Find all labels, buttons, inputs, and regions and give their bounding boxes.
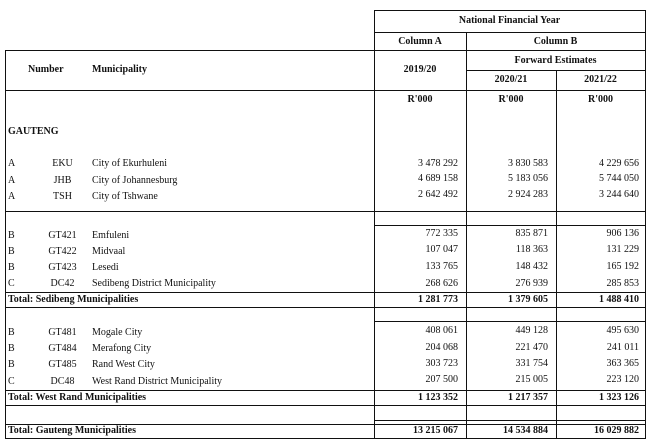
row-value-b1: 276 939 [515, 278, 548, 289]
row-value-b2: 906 136 [606, 228, 639, 239]
row-value-b2: 3 244 640 [599, 189, 639, 200]
row-value-b2: 241 011 [606, 342, 639, 353]
row-value-b1: 835 871 [515, 228, 548, 239]
municipality-heading: Municipality [92, 64, 148, 75]
rule-below-header [5, 90, 645, 91]
grand-total-label: Total: Gauteng Municipalities [8, 425, 136, 436]
rule-bottom [5, 438, 645, 439]
column-a-heading: Column A [398, 36, 442, 47]
row-municipality: City of Tshwane [92, 191, 158, 202]
row-category: A [8, 191, 16, 202]
row-code: DC42 [50, 278, 75, 289]
row-value-a: 133 765 [425, 261, 458, 272]
row-category: A [8, 175, 16, 186]
rule-right [645, 10, 646, 439]
year-a-heading: 2019/20 [403, 64, 437, 75]
row-municipality: City of Johannesburg [92, 175, 178, 186]
subtotal-value-a: 1 281 773 [418, 294, 458, 305]
row-value-a: 204 068 [425, 342, 458, 353]
row-code: GT484 [48, 343, 77, 354]
row-municipality: Sedibeng District Municipality [92, 278, 216, 289]
rule-top-full [5, 50, 645, 51]
grand-total-value-b2: 16 029 882 [594, 425, 639, 436]
unit-col-b2: R'000 [588, 94, 613, 105]
row-municipality: West Rand District Municipality [92, 376, 223, 387]
subtotal-label: Total: Sedibeng Municipalities [8, 294, 139, 305]
row-value-b1: 5 183 056 [508, 173, 548, 184]
rule-spacer-1 [374, 225, 645, 226]
row-value-b2: 5 744 050 [599, 173, 639, 184]
subtotal-value-b1: 1 217 357 [508, 392, 548, 403]
row-value-a: 772 335 [425, 228, 458, 239]
row-value-a: 4 689 158 [418, 173, 458, 184]
province-heading: GAUTENG [8, 126, 59, 137]
row-value-b1: 449 128 [515, 325, 548, 336]
row-category: B [8, 262, 15, 273]
row-value-b1: 221 470 [515, 342, 548, 353]
row-value-b1: 2 924 283 [508, 189, 548, 200]
row-value-b2: 363 365 [606, 358, 639, 369]
row-code: GT422 [48, 246, 77, 257]
row-category: C [8, 376, 15, 387]
row-value-b2: 285 853 [606, 278, 639, 289]
unit-col-b1: R'000 [498, 94, 524, 105]
row-value-b1: 148 432 [515, 261, 548, 272]
subtotal-value-b2: 1 488 410 [599, 294, 639, 305]
rule-below-nfy [374, 32, 645, 33]
row-value-b1: 118 363 [515, 244, 548, 255]
rule-spacer-2 [374, 321, 645, 322]
unit-col-a: R'000 [407, 94, 433, 105]
grand-total-value-a: 13 215 067 [413, 425, 458, 436]
row-value-a: 107 047 [425, 244, 458, 255]
subtotal-value-a: 1 123 352 [418, 392, 458, 403]
row-code: DC48 [50, 376, 75, 387]
national-financial-year-heading: National Financial Year [458, 15, 561, 26]
subtotal-value-b2: 1 323 126 [599, 392, 639, 403]
row-municipality: Lesedi [92, 262, 119, 273]
row-category: B [8, 343, 15, 354]
row-code: GT485 [48, 359, 77, 370]
row-category: B [8, 230, 15, 241]
row-value-a: 268 626 [425, 278, 458, 289]
row-category: B [8, 359, 15, 370]
row-municipality: Emfuleni [92, 230, 130, 241]
row-code: JHB [53, 175, 72, 186]
row-value-a: 303 723 [425, 358, 458, 369]
year-b1-heading: 2020/21 [494, 74, 528, 85]
row-value-b1: 215 005 [515, 374, 548, 385]
rule-group1-end [5, 211, 645, 212]
row-code: TSH [53, 191, 72, 202]
row-municipality: Mogale City [92, 327, 143, 338]
row-code: EKU [52, 158, 73, 169]
subtotal-value-b1: 1 379 605 [508, 294, 548, 305]
row-category: B [8, 246, 15, 257]
number-heading: Number [28, 64, 64, 75]
row-value-b2: 165 192 [606, 261, 639, 272]
row-code: GT481 [48, 327, 77, 338]
row-value-b2: 495 630 [606, 325, 639, 336]
rule-total-sedibeng-end [5, 307, 645, 308]
row-municipality: Merafong City [92, 343, 152, 354]
row-municipality: Midvaal [92, 246, 126, 257]
grand-total-value-b1: 14 534 884 [503, 425, 548, 436]
row-category: A [8, 158, 16, 169]
row-value-a: 408 061 [425, 325, 458, 336]
row-value-b2: 4 229 656 [599, 158, 639, 169]
row-municipality: Rand West City [92, 359, 155, 370]
year-b2-heading: 2021/22 [584, 74, 617, 85]
forward-estimates-heading: Forward Estimates [514, 55, 597, 66]
row-code: GT421 [48, 230, 77, 241]
row-value-a: 207 500 [425, 374, 458, 385]
row-value-a: 3 478 292 [418, 158, 458, 169]
rule-group3-end [5, 390, 645, 391]
rule-group2-end [5, 292, 645, 293]
row-code: GT423 [48, 262, 77, 273]
subtotal-label: Total: West Rand Municipalities [8, 392, 147, 403]
row-value-b1: 3 830 583 [508, 158, 548, 169]
rule-spacer-3 [374, 420, 645, 421]
rule-left [5, 50, 6, 439]
row-category: B [8, 327, 15, 338]
column-b-heading: Column B [533, 36, 578, 47]
rule-top-columns [374, 10, 645, 11]
row-municipality: City of Ekurhuleni [92, 158, 167, 169]
row-category: C [8, 278, 15, 289]
row-value-b2: 223 120 [606, 374, 639, 385]
row-value-b1: 331 754 [515, 358, 548, 369]
rule-total-westrand-end [5, 405, 645, 406]
row-value-a: 2 642 492 [418, 189, 458, 200]
row-value-b2: 131 229 [606, 244, 639, 255]
